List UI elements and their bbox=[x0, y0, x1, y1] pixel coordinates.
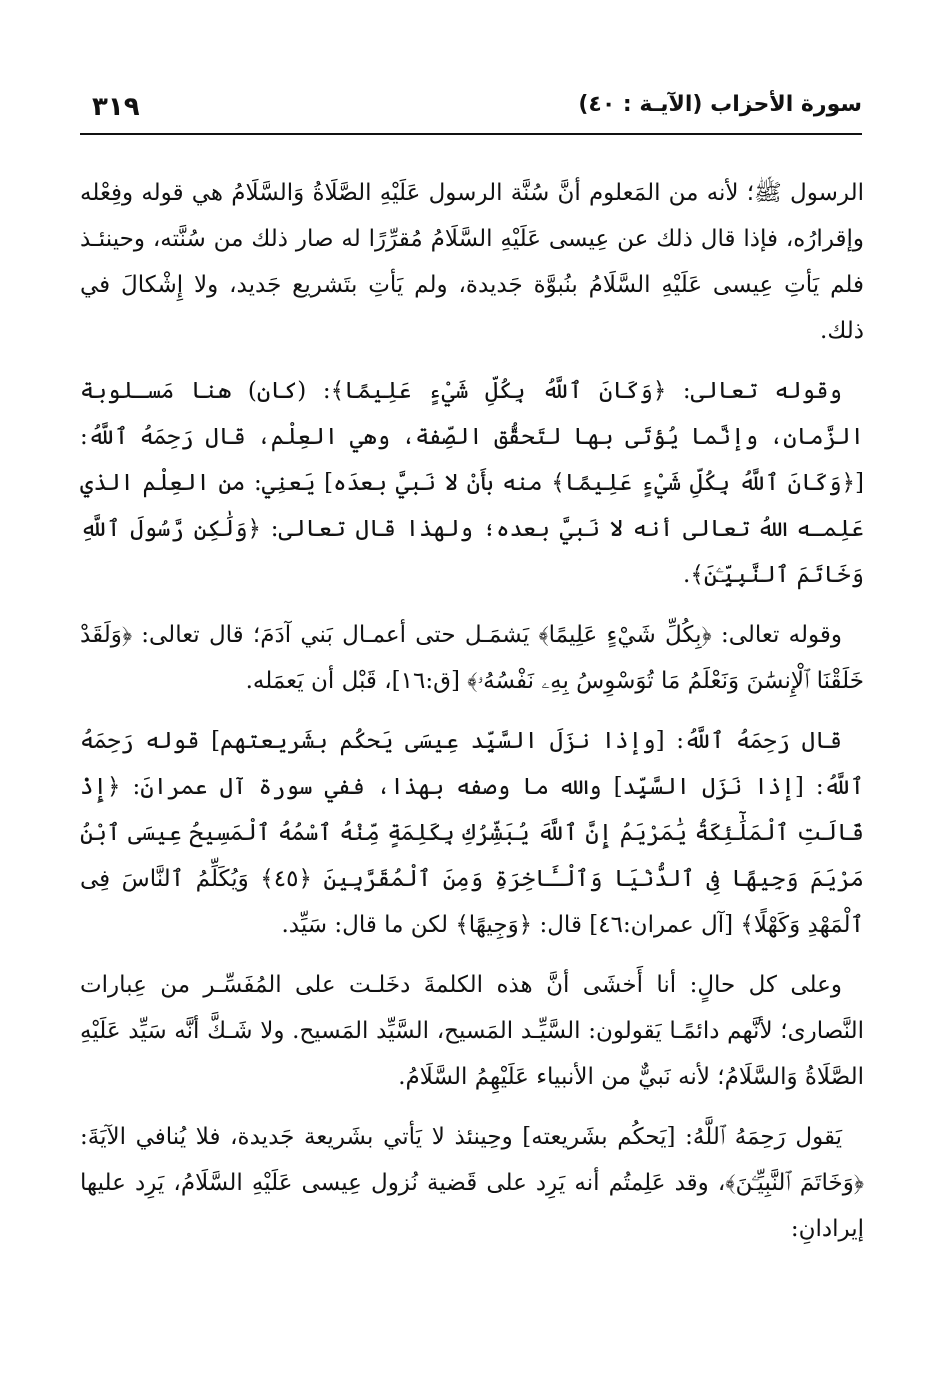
paragraph-5: وعلى كل حالٍ: أنا أَخشَى أنَّ هذه الكلمةَ دخَلـت على المُفَسِّـر من عِبارات النَّصارى؛ لأنَّهم دائمًـا يَقولون: السَّيِّـد المَسيح، السَّيِّد المَسيح. ولا شَـكَّ أنَّه سَيِّد عَلَيْهِ الصَّلَاةُ وَالسَّلَامُ؛ لأنه نَبيٌّ من الأنبياء عَلَيْهِمُ السَّلَامُ. bbox=[80, 972, 864, 1090]
paragraph-3: وقوله تعالى: ﴿بِكُلِّ شَيْءٍ عَلِيمًا﴾ يَشمَـل حتى أعمـال بَني آدَمَ؛ قال تعالى: ﴿وَلَقَدْ خَلَقْنَا ٱلْإِنسَٰنَ وَنَعْلَمُ مَا تُوَسْوِسُ بِهِۦ نَفْسُهُۥ﴾ [ق:١٦]، قَبْل أن يَعمَله. bbox=[80, 622, 864, 694]
header-divider bbox=[80, 133, 862, 135]
paragraph-6: يَقول رَحِمَهُ ٱللَّهُ: [يَحكُم بشَريعته] وحِينئذ لا يَأتي بشَريعة جَديدة، فلا يُنافي الآيَةَ: ﴿وَخَاتَمَ ٱلنَّبِيِّـۧنَ﴾، وقد عَلِمتُم أنه يَرِد على قَضية نُزول عِيسى عَلَيْهِ السَّلَامُ، يَرِد عليها إيرادانِ: bbox=[80, 1124, 864, 1242]
surah-title: سورة الأحزاب (الآيـة : ٤٠) bbox=[578, 92, 862, 117]
page-number: ٣١٩ bbox=[92, 92, 140, 122]
paragraph-1: الرسول ﷺ؛ لأنه من المَعلوم أنَّ سُنَّة الرسول عَلَيْهِ الصَّلَاةُ وَالسَّلَامُ هي قوله وفِعْله وإقرارُه، فإذا قال ذلك عن عِيسى عَلَيْهِ السَّلَامُ مُقرِّرًا له صار ذلك من سُنَّته، وحينئـذ فلم يَأتِ عِيسى عَلَيْهِ السَّلَامُ بنُبوَّة جَديدة، ولم يَأتِ بتَشريع جَديد، ولا إِشْكالَ في ذلك. bbox=[80, 180, 864, 344]
paragraph-2: وقوله تعالى: ﴿وَكَانَ ٱللَّهُ بِكُلِّ شَيْءٍ عَلِيمًا﴾: (كان) هنا مَسـلوبة الزَّمان، وإنَّما يُؤتَى بها لتَحقُّق الصِّفة، وهي العِلْم، قال رَحِمَهُ ٱللَّهُ: [﴿وَكَانَ ٱللَّهُ بِكُلِّ شَيْءٍ عَلِيمًا﴾ منه بأَنْ لا نَبيَّ بعدَه] يَعنِي: من العِلْم الذي عَلِمـه اللهُ تعالى أنه لا نَبيَّ بعده؛ ولهذا قال تعالى: ﴿وَلَٰكِن رَّسُولَ ٱللَّهِ وَخَاتَمَ ٱلنَّبِيِّـۧنَ﴾. bbox=[80, 378, 864, 588]
page-body bbox=[80, 170, 864, 1266]
paragraph-4: قال رَحِمَهُ ٱللَّهُ: [وإذا نزَلَ السَّيِّد عِيسَى يَحكُم بشَريعتهم] قوله رَحِمَهُ ٱللَّهُ: [إذا نَزَل السَّيِّد] والله ما وصفه بهذا، ففي سورة آل عمرانَ: ﴿إِذْ قَالَتِ ٱلْمَلَٰٓئِكَةُ يَٰمَرْيَمُ إِنَّ ٱللَّهَ يُبَشِّرُكِ بِكَلِمَةٍ مِّنْهُ ٱسْمُهُ ٱلْمَسِيحُ عِيسَى ٱبْنُ مَرْيَمَ وَجِيهًا فِى ٱلدُّنْيَا وَٱلْـَٔاخِرَةِ وَمِنَ ٱلْمُقَرَّبِينَ ﴿٤٥﴾ وَيُكَلِّمُ ٱلنَّاسَ فِى ٱلْمَهْدِ وَكَهْلًا﴾ [آل عمران:٤٦] قال: ﴿وَجِيهًا﴾ لكن ما قال: سَيِّد. bbox=[80, 728, 864, 938]
page-header bbox=[80, 92, 862, 132]
